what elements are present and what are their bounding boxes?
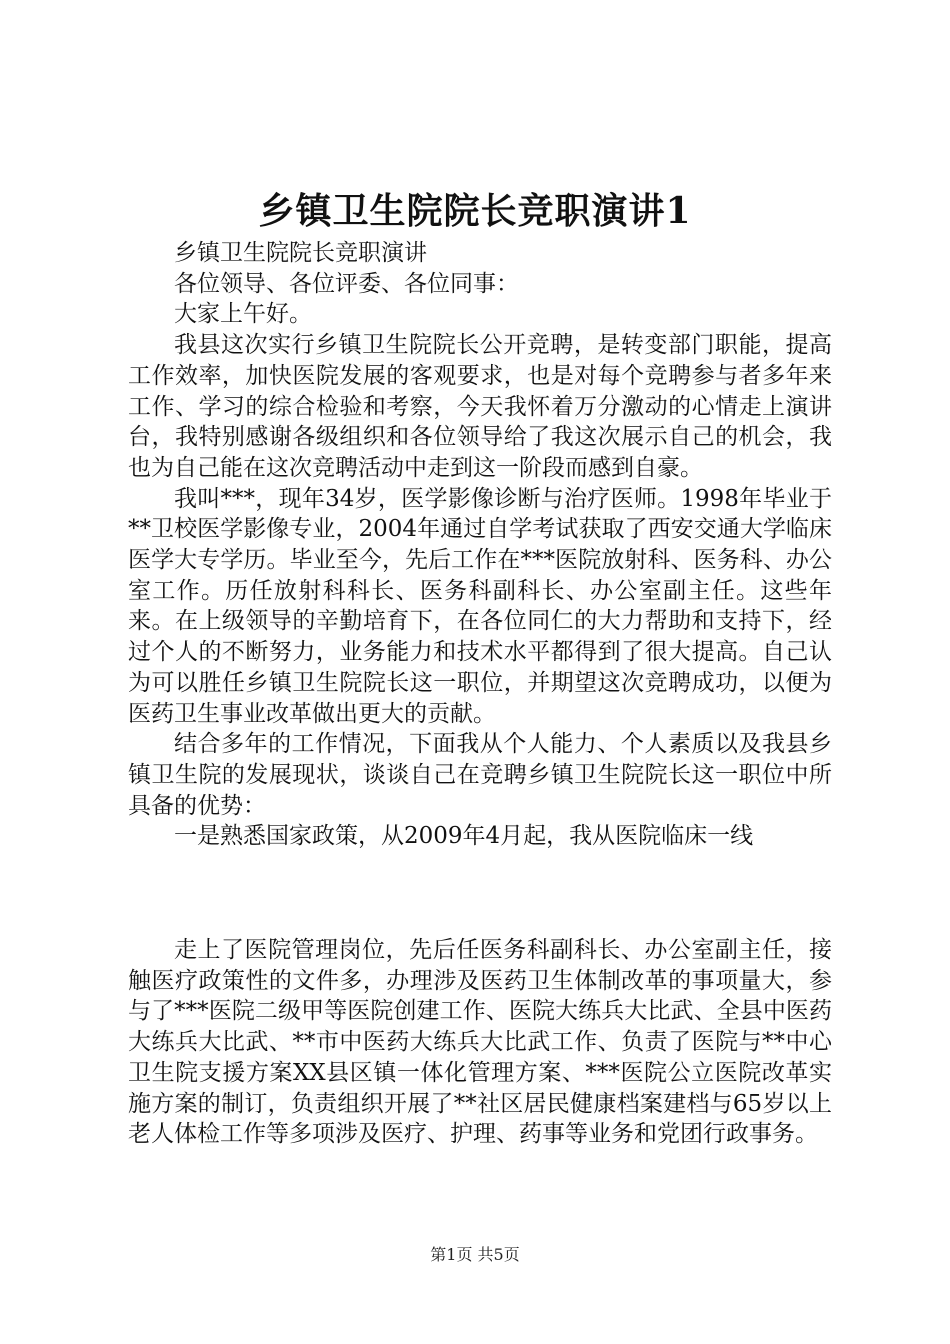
- paragraph: 我县这次实行乡镇卫生院院长公开竞聘，是转变部门职能，提高工作效率，加快医院发展的客观要求，也是对每个竞聘参与者多年来工作、学习的综合检验和考察，今天我怀着万分激动的心情走上演讲台，我特别感谢各级组织和各位领导给了我这次展示自己的机会，我也为自己能在这次竞聘活动中走到这一阶段而感到自豪。: [128, 332, 832, 481]
- paragraph: 乡镇卫生院院长竞职演讲: [174, 240, 427, 266]
- page-footer: 第1页 共5页: [430, 1245, 520, 1264]
- paragraph: 大家上午好。: [174, 301, 312, 328]
- paragraph: 走上了医院管理岗位，先后任医务科副科长、办公室副主任，接触医疗政策性的文件多，办理涉及医药卫生体制改革的事项量大，参与了***医院二级甲等医院创建工作、医院大练兵大比武、全县中医药大练兵大比武、**市中医药大练兵大比武工作、负责了医院与**中心卫生院支援方案XX县区镇一体化管理方案、***医院公立医院改革实施方案的制订，负责组织开展了**社区居民健康档案建档与65岁以上老人体检工作等多项涉及医疗、护理、药事等业务和党团行政事务。: [128, 937, 832, 1148]
- document-title: 乡镇卫生院院长竞职演讲1: [258, 190, 692, 232]
- body-section-1: [128, 238, 832, 852]
- body-section-2: [128, 935, 832, 1150]
- paragraph: 一是熟悉国家政策，从2009年4月起，我从医院临床一线: [174, 823, 754, 850]
- paragraph: 我叫***，现年34岁，医学影像诊断与治疗医师。1998年毕业于**卫校医学影像专业，2004年通过自学考试获取了西安交通大学临床医学大专学历。毕业至今，先后工作在***医院放射科、医务科、办公室工作。历任放射科科长、医务科副科长、办公室副主任。这些年来。在上级领导的辛勤培育下，在各位同仁的大力帮助和支持下，经过个人的不断努力，业务能力和技术水平都得到了很大提高。自己认为可以胜任乡镇卫生院院长这一职位，并期望这次竞聘成功，以便为医药卫生事业改革做出更大的贡献。: [128, 485, 832, 727]
- paragraph: 各位领导、各位评委、各位同事：: [174, 270, 519, 297]
- paragraph: 结合多年的工作情况，下面我从个人能力、个人素质以及我县乡镇卫生院的发展现状，谈谈自己在竞聘乡镇卫生院院长这一职位中所具备的优势：: [128, 731, 832, 819]
